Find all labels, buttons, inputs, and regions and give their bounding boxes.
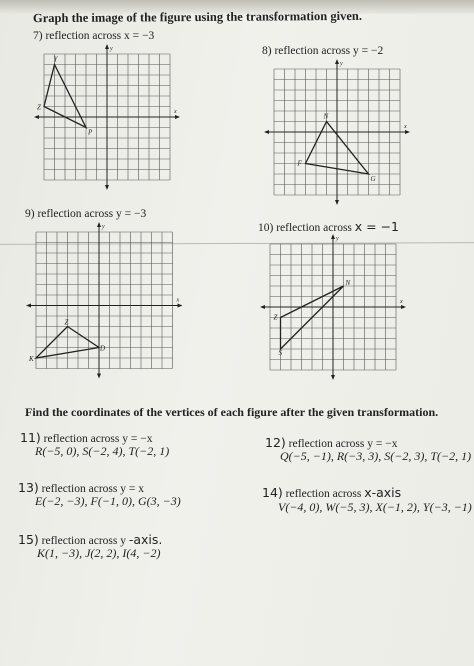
vertex-label: G bbox=[370, 175, 376, 183]
problem-9-number: 9) bbox=[25, 208, 35, 220]
vertex-label: Z bbox=[273, 313, 278, 322]
y-axis-label: y bbox=[336, 236, 339, 242]
problem-13-text: reflection across y = x bbox=[41, 483, 144, 495]
problem-11 bbox=[20, 430, 152, 445]
problem-7-label bbox=[33, 30, 154, 42]
problem-10-graph bbox=[262, 236, 410, 376]
problem-11-number: 11) bbox=[20, 430, 41, 445]
vertex-label: Z bbox=[37, 103, 41, 112]
vertex-label: N bbox=[345, 279, 351, 287]
x-axis-arrow-right-icon bbox=[401, 305, 406, 309]
problem-8-text: reflection across y = −2 bbox=[274, 45, 384, 57]
x-axis-label: x bbox=[176, 297, 180, 304]
y-axis-label: y bbox=[110, 46, 113, 52]
x-axis-label: x bbox=[174, 109, 177, 115]
problem-11-text: reflection across y = −x bbox=[43, 433, 153, 445]
problem-10-label bbox=[258, 219, 399, 234]
problem-10-number: 10) bbox=[258, 222, 274, 234]
problem-7-graph bbox=[38, 48, 176, 208]
x-axis-label: x bbox=[404, 124, 407, 130]
problem-14-text: reflection across bbox=[285, 488, 362, 500]
problem-8-number: 8) bbox=[262, 45, 272, 57]
problem-8-label bbox=[262, 45, 383, 57]
problem-15-text: reflection across y bbox=[41, 535, 126, 547]
problem-14-number: 14) bbox=[262, 485, 283, 500]
problem-10-text: reflection across bbox=[276, 222, 352, 234]
problem-12-points: Q(−5, −1), R(−3, 3), S(−2, 3), T(−2, 1) bbox=[280, 449, 472, 463]
problem-14-points: V(−4, 0), W(−5, 3), X(−1, 2), Y(−3, −1) bbox=[278, 500, 472, 514]
vertex-label: S bbox=[278, 349, 282, 357]
problem-14-handwritten: x-axis bbox=[364, 485, 402, 500]
problem-10-handwritten: x = −1 bbox=[354, 219, 400, 234]
problem-12-text: reflection across y = −x bbox=[288, 438, 398, 450]
vertex-label: P bbox=[88, 128, 93, 137]
y-axis-label: y bbox=[102, 224, 105, 230]
problem-11-points: R(−5, 0), S(−2, 4), T(−2, 1) bbox=[35, 444, 170, 458]
x-axis-label: x bbox=[400, 299, 403, 305]
y-axis-label: y bbox=[340, 61, 343, 67]
y-axis-arrow-down-icon bbox=[105, 185, 109, 190]
problem-9-label bbox=[25, 208, 146, 220]
problem-13 bbox=[18, 480, 144, 495]
problem-9-graph bbox=[30, 226, 178, 374]
problem-8-graph bbox=[268, 63, 408, 203]
problem-13-points: E(−2, −3), F(−1, 0), G(3, −3) bbox=[35, 494, 181, 508]
problem-9-text: reflection across y = −3 bbox=[37, 208, 147, 220]
vertex-label: K bbox=[29, 355, 34, 363]
section-2-title: Find the coordinates of the vertices of each figure after the given transformation. bbox=[25, 405, 439, 419]
problem-15-number: 15) bbox=[18, 532, 39, 547]
problem-15-points: K(1, −3), J(2, 2), I(4, −2) bbox=[37, 546, 161, 560]
problem-14 bbox=[262, 485, 401, 500]
vertex-label: F bbox=[297, 159, 302, 168]
vertex-label: Z bbox=[64, 318, 69, 327]
problem-15-handwritten: -axis. bbox=[128, 532, 163, 547]
problem-7-number: 7) bbox=[33, 30, 43, 42]
problem-12-number: 12) bbox=[265, 435, 286, 450]
problem-13-number: 13) bbox=[18, 480, 39, 495]
problem-7-text: reflection across x = −3 bbox=[45, 30, 155, 42]
vertex-label: Y bbox=[53, 55, 58, 64]
vertex-label: D bbox=[100, 344, 106, 353]
problem-15 bbox=[18, 532, 162, 547]
problem-12 bbox=[265, 435, 397, 450]
vertex-label: N bbox=[323, 112, 329, 121]
worksheet-title: Graph the image of the figure using the transformation given. bbox=[32, 8, 362, 26]
